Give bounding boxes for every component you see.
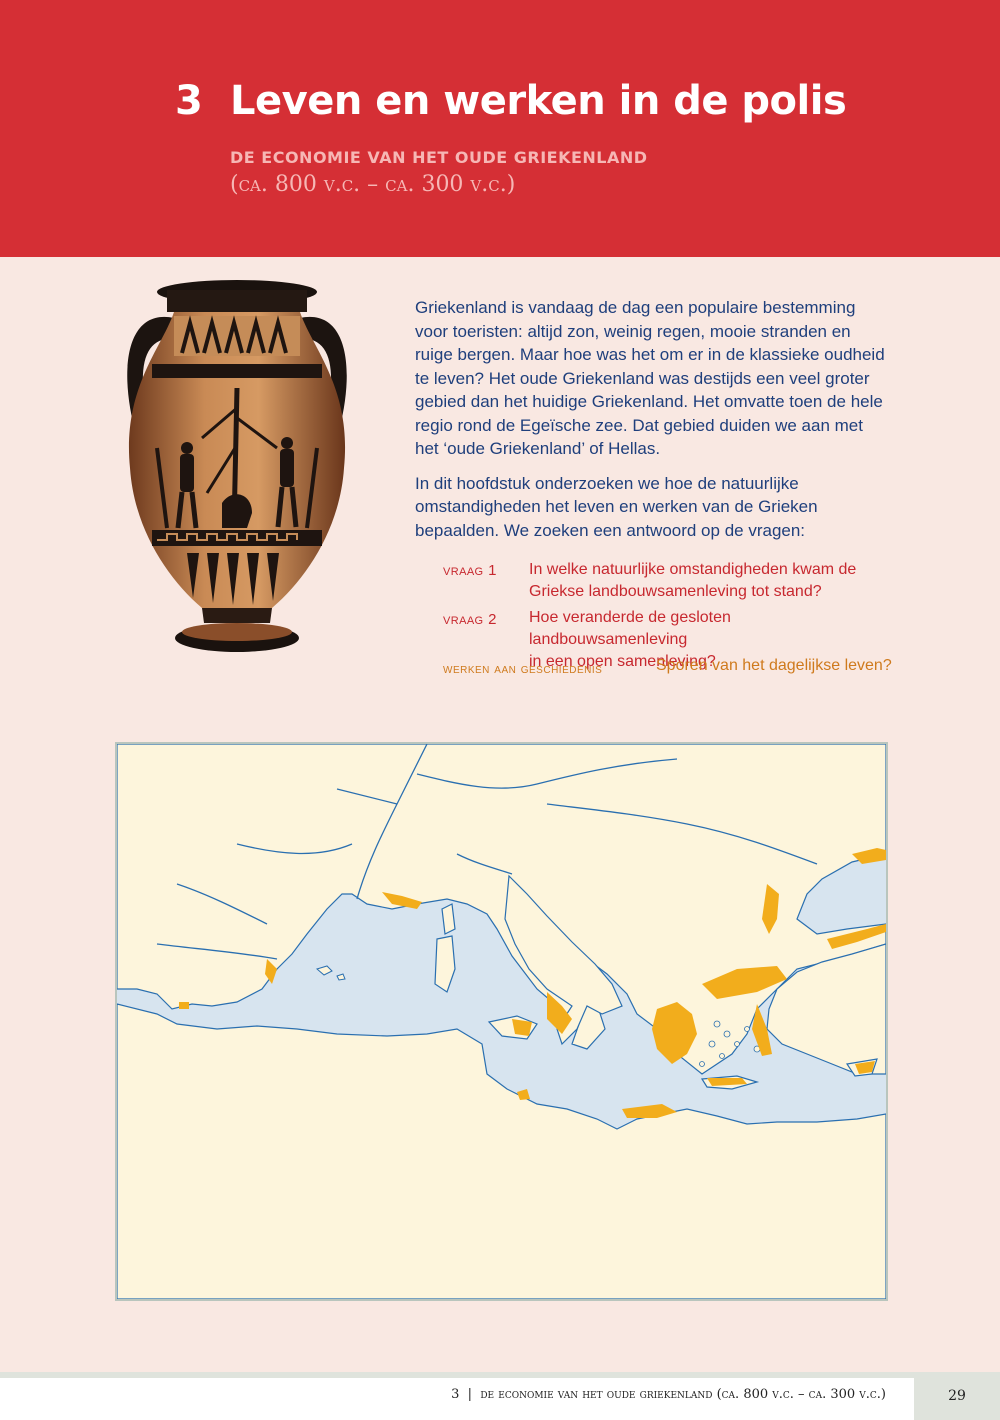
question-2-line-2: in een open samenleving?	[529, 653, 716, 670]
question-1-label: vraag 1	[443, 562, 497, 579]
question-1-line-2: Griekse landbouwsamenleving tot stand?	[529, 583, 822, 600]
chapter-intro	[415, 296, 890, 553]
question-1-text	[529, 559, 889, 603]
map-land-sardinia	[435, 936, 455, 992]
question-1-line-1: In welke natuurlijke omstandigheden kwam de	[529, 561, 857, 578]
footer-running-title	[451, 1387, 886, 1402]
werken-label: werken aan geschiedenis	[443, 660, 603, 676]
map-land-corsica	[442, 904, 455, 934]
question-2-label: vraag 2	[443, 611, 497, 628]
footer-chapter-ref: 3	[451, 1387, 460, 1402]
chapter-number: 3	[175, 78, 203, 124]
chapter-title: Leven en werken in de polis	[230, 78, 847, 124]
footer-title-text: de economie van het oude griekenland (ca. 800 v.c. – ca. 300 v.c.)	[480, 1387, 886, 1402]
page-footer	[0, 1372, 1000, 1420]
greek-amphora-image	[112, 278, 362, 663]
intro-paragraph-1: Griekenland is vandaag de dag een populaire bestemming voor toeristen: altijd zon, weinig regen, mooie stranden en ruige bergen. Maar hoe was het om er in de klassieke oudheid te leven? Het oude Griekenland was destijds een veel groter gebied dan het huidige Griekenland. Het omvatte toen de hele regio rond de Egeïsche zee. Dat gebied duiden we aan met het ‘oude Griekenland’ of Hellas.	[415, 298, 885, 458]
chapter-period: (ca. 800 v.c. – ca. 300 v.c.)	[230, 172, 516, 197]
werken-text: Sporen van het dagelijkse leven?	[656, 657, 892, 674]
settlement-spain-south	[179, 1002, 189, 1009]
intro-paragraph-2: In dit hoofdstuk onderzoeken we hoe de natuurlijke omstandigheden het leven en werken van de Grieken bepaalden. We zoeken een antwoord op de vragen:	[415, 473, 818, 540]
page-number: 29	[914, 1378, 1000, 1420]
footer-separator: |	[463, 1387, 477, 1402]
mediterranean-map	[115, 742, 888, 1301]
question-2-line-1: Hoe veranderde de gesloten landbouwsamenleving	[529, 609, 731, 648]
chapter-subtitle: DE ECONOMIE VAN HET OUDE GRIEKENLAND	[230, 148, 648, 167]
chapter-header	[0, 0, 1000, 257]
